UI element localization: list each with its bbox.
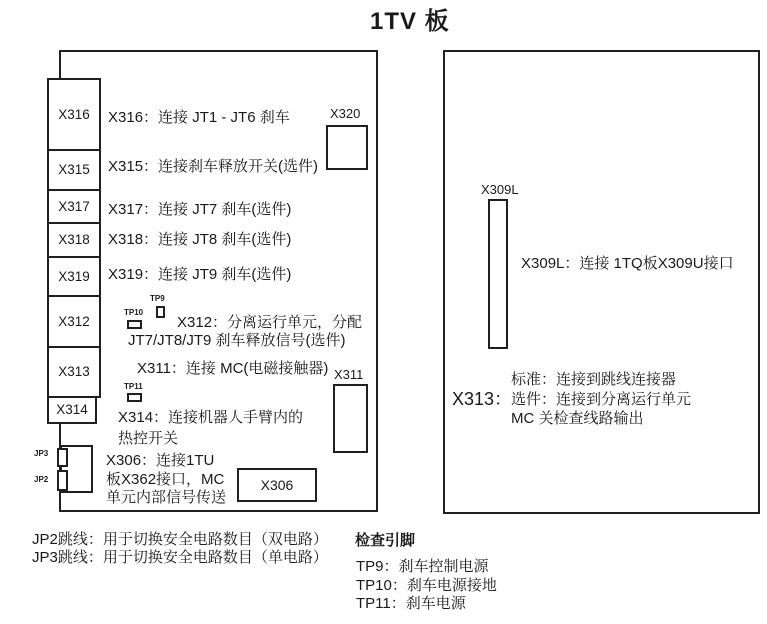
connector-x320-label: X320 <box>330 106 361 121</box>
connector-x311-label: X311 <box>334 367 364 382</box>
desc-x314-line1: X314：连接机器人手臂内的 <box>118 409 304 426</box>
connector-x318 <box>47 222 101 258</box>
desc-x315: X315：连接刹车释放开关(选件) <box>108 158 319 175</box>
desc-x314-line2: 热控开关 <box>118 430 179 447</box>
desc-x309l: X309L：连接 1TQ板X309U接口 <box>521 255 734 272</box>
connector-x319 <box>47 256 101 297</box>
desc-x316: X316：连接 JT1 - JT6 刹车 <box>108 109 290 126</box>
tp11-marker <box>127 393 142 402</box>
desc-x319: X319：连接 JT9 刹车(选件) <box>108 266 292 283</box>
connector-x306-label: X306 <box>260 477 294 493</box>
jp2-label: JP2 <box>34 475 49 484</box>
desc-x306-line2: 板X362接口，MC <box>106 471 225 488</box>
footnote-jp2: JP2跳线：用于切换安全电路数目（双电路） <box>32 531 328 548</box>
desc-x312-line2: JT7/JT8/JT9 刹车释放信号(选件) <box>128 332 346 349</box>
connector-x313 <box>47 346 101 398</box>
connector-x315-label: X315 <box>58 162 90 178</box>
connector-x312-label: X312 <box>58 313 90 329</box>
desc-x313-line2: 选件：连接到分离运行单元 <box>511 391 692 408</box>
jp3-label: JP3 <box>34 449 49 458</box>
tp11-label: TP11 <box>124 382 143 391</box>
footnote-tp9: TP9：刹车控制电源 <box>356 558 489 575</box>
connector-x318-label: X318 <box>58 232 90 248</box>
tp9-marker <box>156 306 165 318</box>
connector-x306 <box>237 468 317 502</box>
check-pins-title: 检查引脚 <box>355 532 416 549</box>
desc-x313-prefix: X313： <box>452 389 513 409</box>
jp3-pin <box>57 448 68 467</box>
connector-x319-label: X319 <box>58 268 90 284</box>
desc-x313-line1: 标准：连接到跳线连接器 <box>511 371 677 388</box>
connector-x316-label: X316 <box>58 106 90 122</box>
desc-x313-line3: MC 关检查线路输出 <box>511 410 644 427</box>
connector-x312 <box>47 295 101 348</box>
jp2-pin <box>57 470 68 491</box>
desc-x318: X318：连接 JT8 刹车(选件) <box>108 231 292 248</box>
desc-x312-line1: X312：分离运行单元，分配 <box>177 314 363 331</box>
tp9-label: TP9 <box>150 294 165 303</box>
connector-x309l <box>488 199 508 349</box>
connector-x314-label: X314 <box>56 402 88 418</box>
desc-x306-line1: X306：连接1TU <box>106 452 215 469</box>
footnote-jp3: JP3跳线：用于切换安全电路数目（单电路） <box>32 549 328 566</box>
desc-x317: X317：连接 JT7 刹车(选件) <box>108 201 292 218</box>
desc-x306-line3: 单元内部信号传送 <box>106 489 227 506</box>
connector-x309l-label: X309L <box>481 182 519 197</box>
desc-x311: X311：连接 MC(电磁接触器) <box>137 360 329 377</box>
connector-x320 <box>326 125 368 170</box>
footnote-tp10: TP10：刹车电源接地 <box>356 577 497 594</box>
connector-x314 <box>47 396 97 424</box>
tp10-label: TP10 <box>124 308 144 317</box>
connector-x313-label: X313 <box>58 364 90 380</box>
connector-x317 <box>47 189 101 224</box>
connector-x317-label: X317 <box>58 198 90 214</box>
connector-x315 <box>47 149 101 191</box>
connector-x316 <box>47 78 101 151</box>
tp10-marker <box>127 320 142 329</box>
connector-x311 <box>333 384 368 453</box>
footnote-tp11: TP11：刹车电源 <box>356 595 466 612</box>
page-title: 1TV 板 <box>370 8 450 35</box>
